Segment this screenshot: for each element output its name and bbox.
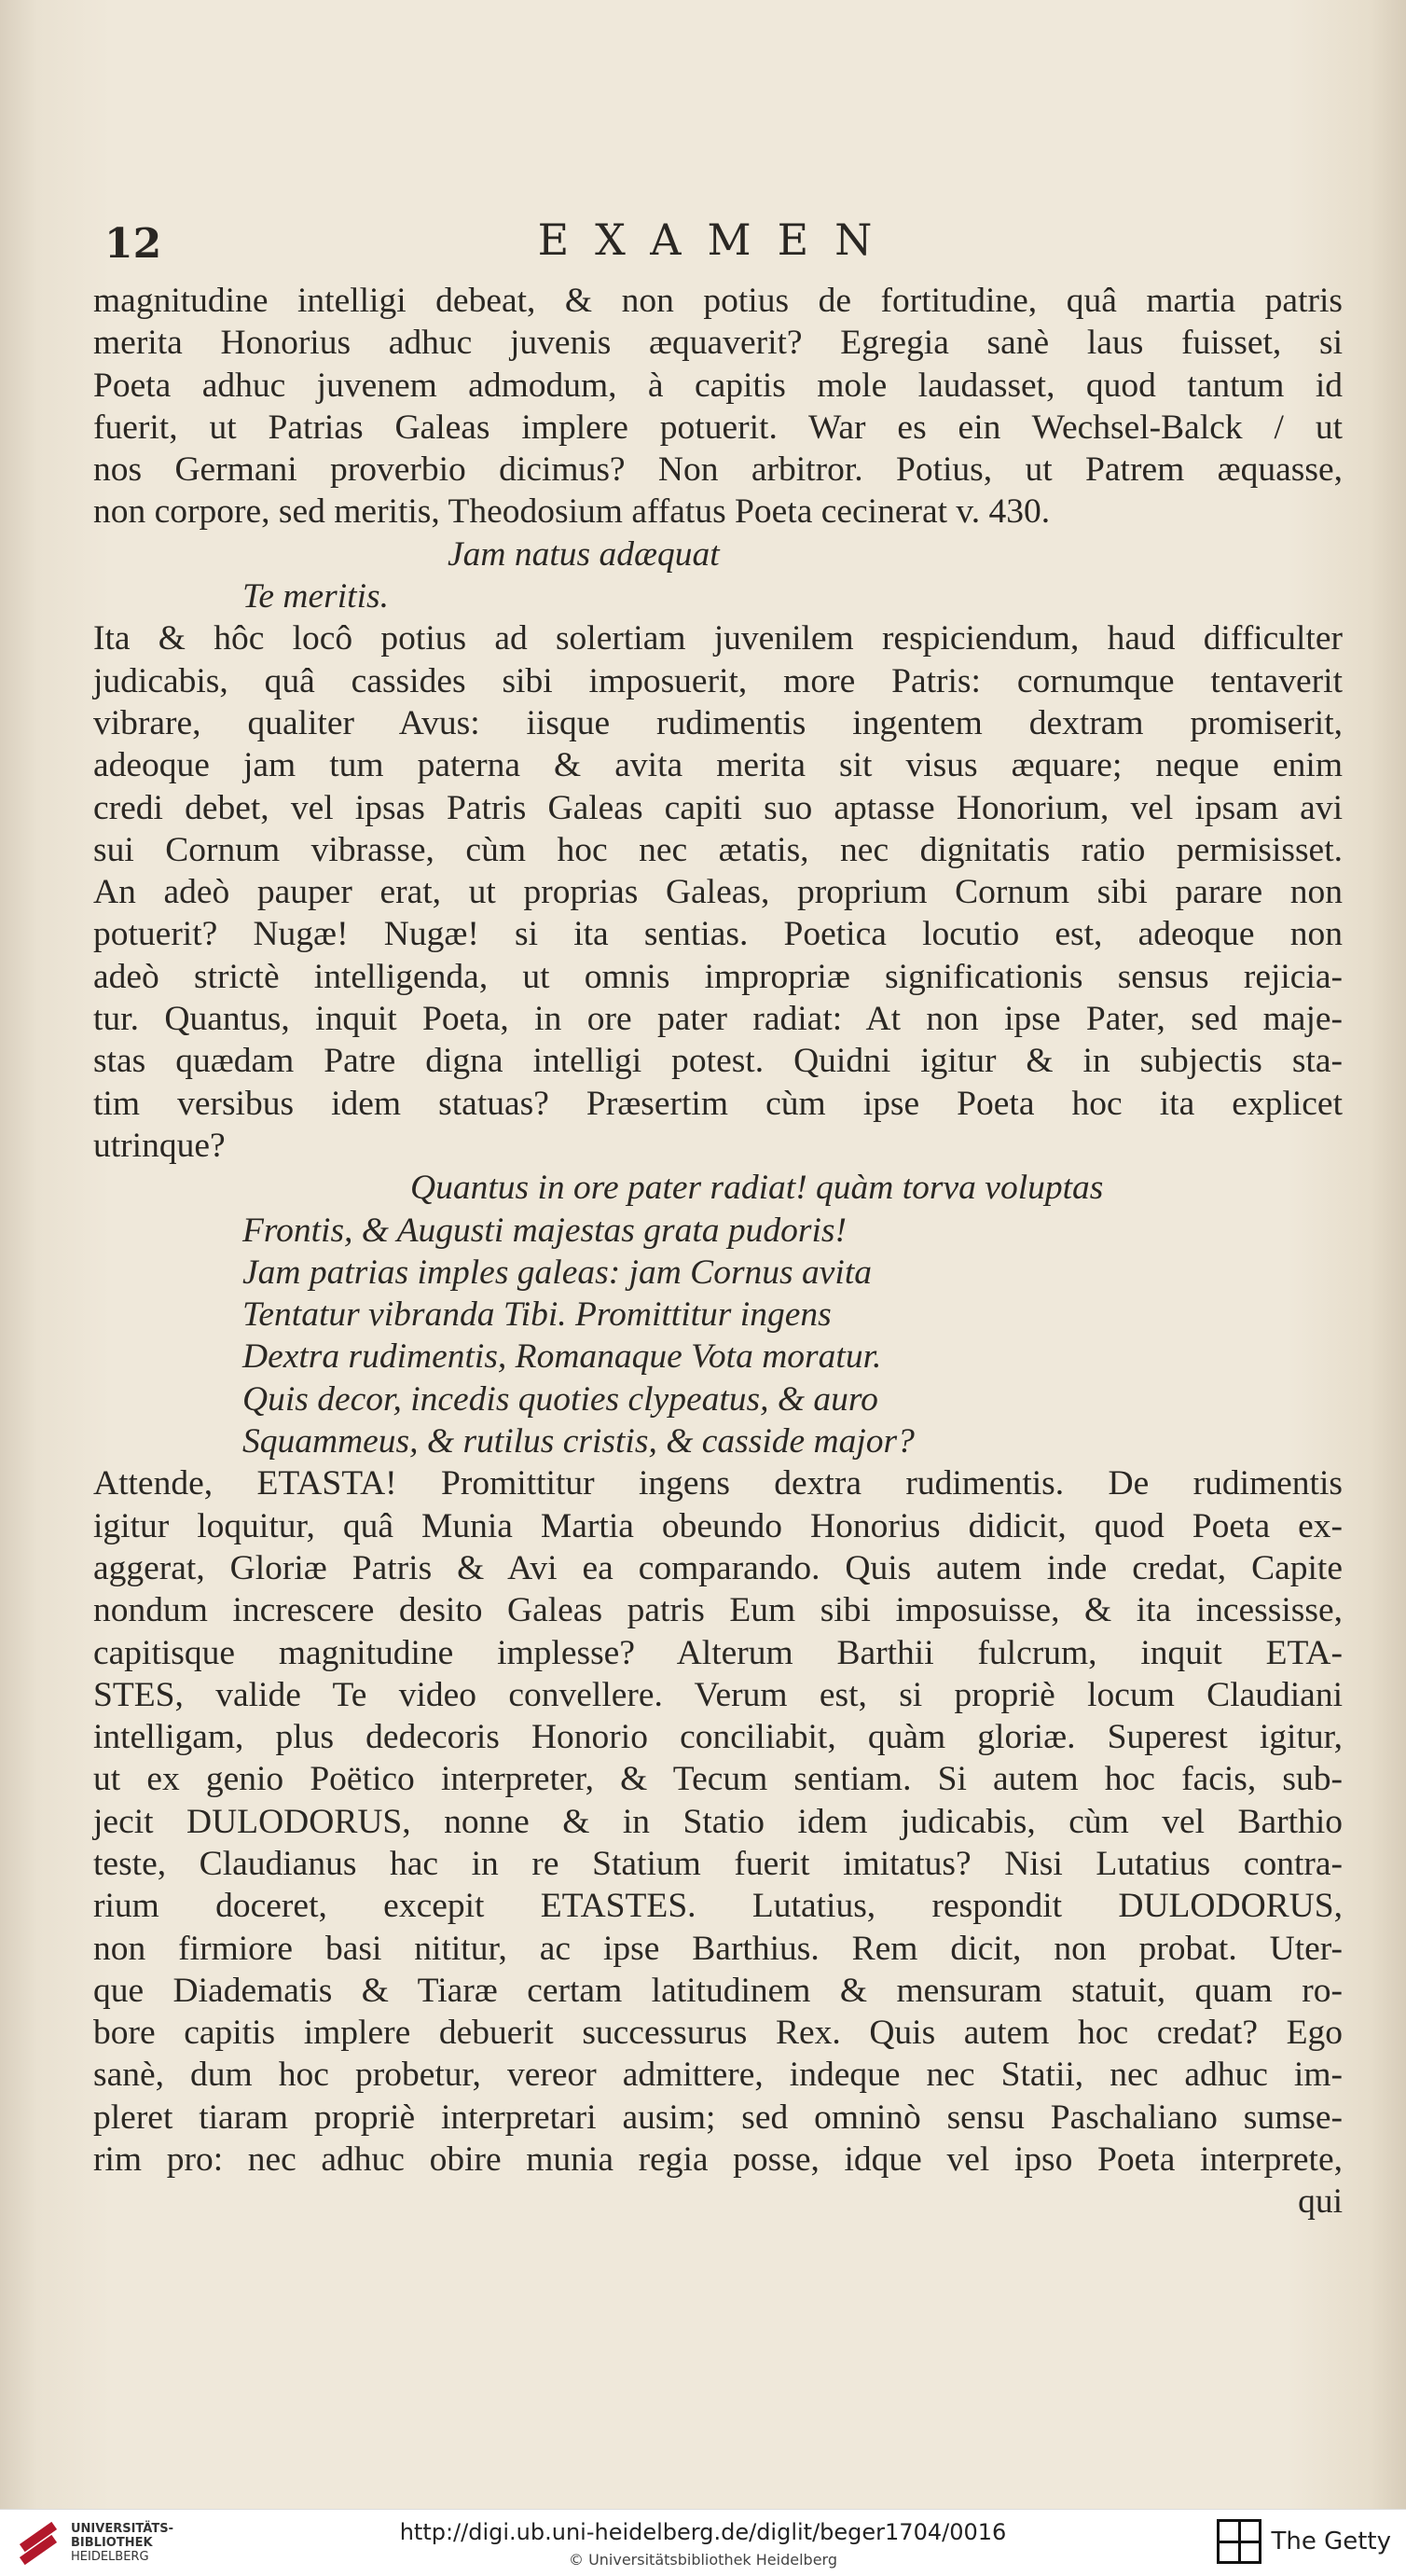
text-line: credi debet, vel ipsas Patris Galeas capiti suo aptasse Honorium, vel ipsam avi xyxy=(93,788,1343,827)
text-line: ut ex genio Poëtico interpreter, & Tecum sentiam. Si autem hoc facis, sub- xyxy=(93,1760,1343,1799)
text-line: magnitudine intelligi debeat, & non potius de fortitudine, quâ martia patris xyxy=(93,282,1343,320)
text-line: bore capitis implere debuerit successurus Rex. Quis autem hoc credat? Ego xyxy=(93,2014,1343,2053)
text-line: Ita & hôc locô potius ad solertiam juvenilem respiciendum, haud difficulter xyxy=(93,619,1343,658)
text-line: An adeò pauper erat, ut proprias Galeas, proprium Cornum sibi parare non xyxy=(93,873,1343,912)
text-line: sanè, dum hoc probetur, vereor admittere, indeque nec Statii, nec adhuc im- xyxy=(93,2056,1343,2095)
text-line: aggerat, Gloriæ Patris & Avi ea comparando. Quis autem inde credat, Capite xyxy=(93,1548,1343,1587)
permalink-url[interactable]: http://digi.ub.uni-heidelberg.de/diglit/beger1704/0016 xyxy=(399,2519,1007,2545)
text-line: tim versibus idem statuas? Præsertim cùm ipse Poeta hoc ita explicet xyxy=(93,1084,1343,1123)
text-line: stas quædam Patre digna intelligi potest. Quidni igitur & in subjectis sta- xyxy=(93,1042,1343,1081)
verse-line: Tentatur vibranda Tibi. Promittitur ingens xyxy=(242,1295,832,1335)
viewer-footer xyxy=(0,2509,1406,2576)
text-line: tur. Quantus, inquit Poeta, in ore pater radiat: At non ipse Pater, sed maje- xyxy=(93,1000,1343,1039)
text-line: capitisque magnitudine implesse? Alterum Barthii fulcrum, inquit ETA- xyxy=(93,1633,1343,1672)
text-line: jecit DULODORUS, nonne & in Statio idem judicabis, cùm vel Barthio xyxy=(93,1802,1343,1841)
text-line: non corpore, sed meritis, Theodosium affatus Poeta cecinerat v. 430. xyxy=(93,492,1051,532)
text-line: vibrare, qualiter Avus: iisque rudimentis ingentem dextram promiserit, xyxy=(93,703,1343,742)
text-line: intelligam, plus dedecoris Honorio conciliabit, quàm gloriæ. Superest igitur, xyxy=(93,1718,1343,1757)
text-line: rim pro: nec adhuc obire munia regia posse, idque vel ipso Poeta interprete, xyxy=(93,2140,1343,2180)
getty-logo[interactable] xyxy=(1217,2519,1391,2564)
text-line: nondum increscere desito Galeas patris Eum sibi imposuisse, & ita incessisse, xyxy=(93,1591,1343,1630)
library-name-line3: HEIDELBERG xyxy=(71,2549,149,2564)
verse-line: Quis decor, incedis quoties clypeatus, & auro xyxy=(242,1379,878,1419)
copyright-notice: © Universitätsbibliothek Heidelberg xyxy=(568,2551,837,2569)
text-line: Poeta adhuc juvenem admodum, à capitis mole laudasset, quod tantum id xyxy=(93,366,1343,405)
text-line: STES, valide Te video convellere. Verum est, si propriè locum Claudiani xyxy=(93,1675,1343,1714)
text-line: qui xyxy=(1298,2182,1343,2222)
text-line: pleret tiaram propriè interpretari ausim; sed omninò sensu Paschaliano sumse- xyxy=(93,2098,1343,2137)
verse-line: Jam natus adæquat xyxy=(448,534,720,574)
verse-line: Frontis, & Augusti majestas grata pudoris! xyxy=(242,1211,847,1250)
text-line: judicabis, quâ cassides sibi imposuerit, more Patris: cornumque tentaverit xyxy=(93,661,1343,700)
verse-line: Dextra rudimentis, Romanaque Vota moratur. xyxy=(242,1337,882,1377)
page-number: 12 xyxy=(104,220,162,268)
verse-line: Te meritis. xyxy=(242,577,389,616)
running-head: EXAMEN xyxy=(537,215,899,265)
library-name-line2: BIBLIOTHEK xyxy=(71,2535,153,2550)
partner-name: The Getty xyxy=(1271,2528,1391,2555)
text-line: adeò strictè intelligenda, ut omnis impropriæ significationis sensus rejicia- xyxy=(93,957,1343,996)
page-header xyxy=(93,215,1343,280)
library-name-line1: UNIVERSITÄTS- xyxy=(71,2521,173,2536)
text-line: potuerit? Nugæ! Nugæ! si ita sentias. Poetica locutio est, adeoque non xyxy=(93,915,1343,954)
text-line: utrinque? xyxy=(93,1126,226,1165)
getty-icon xyxy=(1217,2519,1261,2564)
text-line: rium doceret, excepit ETASTES. Lutatius, respondit DULODORUS, xyxy=(93,1887,1343,1926)
verse-line: Squammeus, & rutilus cristis, & casside major? xyxy=(242,1422,915,1461)
text-line: fuerit, ut Patrias Galeas implere potuerit. War es ein Wechsel-Balck / ut xyxy=(93,408,1343,447)
text-line: sui Cornum vibrasse, cùm hoc nec ætatis, nec dignitatis ratio permisisset. xyxy=(93,830,1343,869)
text-line: teste, Claudianus hac in re Statium fuerit imitatus? Nisi Lutatius contra- xyxy=(93,1844,1343,1883)
page-body xyxy=(93,215,1343,2223)
text-line: Attende, ETASTA! Promittitur ingens dextra rudimentis. De rudimentis xyxy=(93,1464,1343,1503)
text-line: adeoque jam tum paterna & avita merita sit visus æquare; neque enim xyxy=(93,746,1343,785)
text-line: igitur loquitur, quâ Munia Martia obeundo Honorius didicit, quod Poeta ex- xyxy=(93,1506,1343,1545)
text-line: que Diadematis & Tiaræ certam latitudinem & mensuram statuit, quam ro- xyxy=(93,1971,1343,2010)
text-line: nos Germani proverbio dicimus? Non arbitror. Potius, ut Patrem æquasse, xyxy=(93,450,1343,490)
text-block xyxy=(93,280,1343,2223)
text-line: non firmiore basi nititur, ac ipse Barthius. Rem dicit, non probat. Uter- xyxy=(93,1929,1343,1968)
verse-line: Jam patrias imples galeas: jam Cornus avita xyxy=(242,1253,872,1292)
verse-line: Quantus in ore pater radiat! quàm torva voluptas xyxy=(410,1169,1104,1208)
text-line: merita Honorius adhuc juvenis æquaverit? Egregia sanè laus fuisset, si xyxy=(93,324,1343,363)
